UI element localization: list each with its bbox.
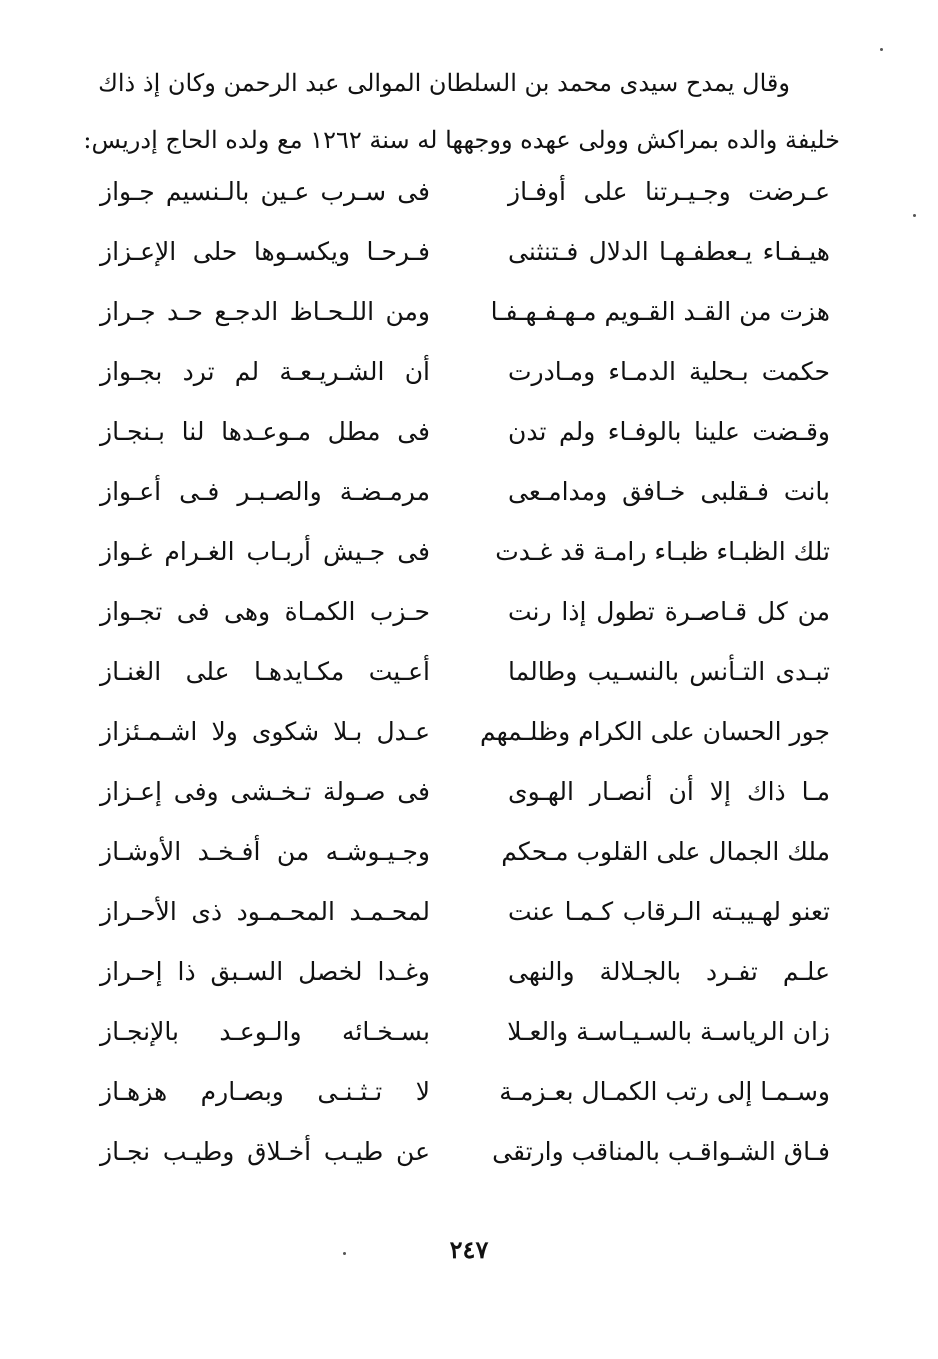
verse-second-hemistich: أن الشـريـعـة لم ترد بجـواز (100, 357, 430, 386)
verse (0, 652, 938, 712)
verse-first-hemistich: ملك الجمال على القلوب مـحكم (501, 837, 830, 866)
verse-second-hemistich: عن طيـب أخـلاق وطيـب نجـاز (100, 1137, 430, 1166)
verse-second-hemistich: لا تـثـنـى وبصـارم هزهـاز (100, 1077, 430, 1106)
verse (0, 772, 938, 832)
verse-second-hemistich: وغـدا لخصل السـبق ذا إحـراز (100, 957, 430, 986)
verse (0, 292, 938, 352)
page-number: ٢٤٧ (449, 1235, 489, 1264)
verse-first-hemistich: علـم تفـرد بالجـلالة والنهى (508, 957, 830, 986)
intro-line-2: خليفة والده بمراكش وولى عهده ووجهها له سنة ١٢٦٢ مع ولده الحاج إدريس: (83, 126, 840, 154)
verse (0, 892, 938, 952)
verse-first-hemistich: عـرضت وجـيـرتنا على أوفـاز (508, 177, 830, 206)
verse (0, 532, 938, 592)
verse-second-hemistich: فى سـرب عـين بالـنسيم جـواز (100, 177, 430, 206)
verse-second-hemistich: ومن اللـحـاظ الدجـع حـد جـراز (100, 297, 430, 326)
verse (0, 1072, 938, 1132)
verse-first-hemistich: وقـضت علينا بالوفـاء ولم تدن (508, 417, 830, 446)
verse-second-hemistich: مرمـضـة والصـبـر فـى أعـواز (100, 477, 430, 506)
verse (0, 172, 938, 232)
verse-second-hemistich: حـزب الكمـاة وهى فى تجـواز (100, 597, 430, 626)
verse-first-hemistich: حكمت بـحلية الدمـاء ومـادرت (508, 357, 830, 386)
verse-first-hemistich: وسـمـا إلى رتب الكمـال بعـزمـة (499, 1077, 830, 1106)
verse-second-hemistich: عـدل بـلا شكوى ولا اشـمـئزاز (100, 717, 430, 746)
verse (0, 412, 938, 472)
verse (0, 592, 938, 652)
verse-second-hemistich: بسـخـائه والـوعـد بالإنجـاز (100, 1017, 430, 1046)
verse (0, 952, 938, 1012)
verse-first-hemistich: زان الرياسـة بالسـيـاسـة والعـلا (507, 1017, 830, 1046)
verse-first-hemistich: تلك الظبـاء ظبـاء رامـة قد غـدت (495, 537, 830, 566)
scan-speck (343, 1252, 346, 1255)
verse (0, 1132, 938, 1192)
scan-speck (913, 214, 916, 217)
verse (0, 1012, 938, 1072)
verse-second-hemistich: وجـيـوشـه من أفـخـد الأوشـاز (100, 837, 430, 866)
intro-line-1: وقال يمدح سيدى محمد بن السلطان الموالى عبد الرحمن وكان إذ ذاك (98, 69, 790, 97)
verse-second-hemistich: فى جـيش أربـاب الغـرام غـواز (100, 537, 430, 566)
verse-second-hemistich: لمحـمـد المحـمـود ذى الأحـراز (100, 897, 430, 926)
verse-first-hemistich: هيـفـاء يـعطفـهـا الدلال فـتنثنى (508, 237, 830, 266)
verse-first-hemistich: تبـدى التـأنس بالنسـيب وطالما (508, 657, 830, 686)
verse-second-hemistich: فـرحـا ويكسـوها حلى الإعـزاز (100, 237, 430, 266)
verse-second-hemistich: فى صـولة تـخـشى وفى إعـزاز (100, 777, 430, 806)
verse (0, 232, 938, 292)
verse-second-hemistich: فى مطل مـوعـدها لنا بـنجـاز (100, 417, 430, 446)
verse-first-hemistich: بانت فـقلبى خـافق ومدامـعى (508, 477, 830, 506)
verse-first-hemistich: جور الحسان على الكرام وظلـمهم (479, 717, 830, 746)
scan-speck (880, 48, 883, 51)
verse-first-hemistich: من كل قـاصـرة تطول إذا رنت (508, 597, 830, 626)
verse-first-hemistich: تعنو لهـيبـته الـرقاب كـمـا عنت (508, 897, 830, 926)
verse-first-hemistich: مـا ذاك إلا أن أنصـار الهـوى (508, 777, 830, 806)
verse-second-hemistich: أعـيت مكـايدهـا على الغنـاز (100, 657, 430, 686)
verse (0, 352, 938, 412)
verse-first-hemistich: فـاق الشـواقـب بالمناقب وارتقى (492, 1137, 830, 1166)
verse (0, 832, 938, 892)
verse (0, 712, 938, 772)
verse-first-hemistich: هزت من القـد القـويم مـهـفـهـفـا (490, 297, 830, 326)
verse (0, 472, 938, 532)
